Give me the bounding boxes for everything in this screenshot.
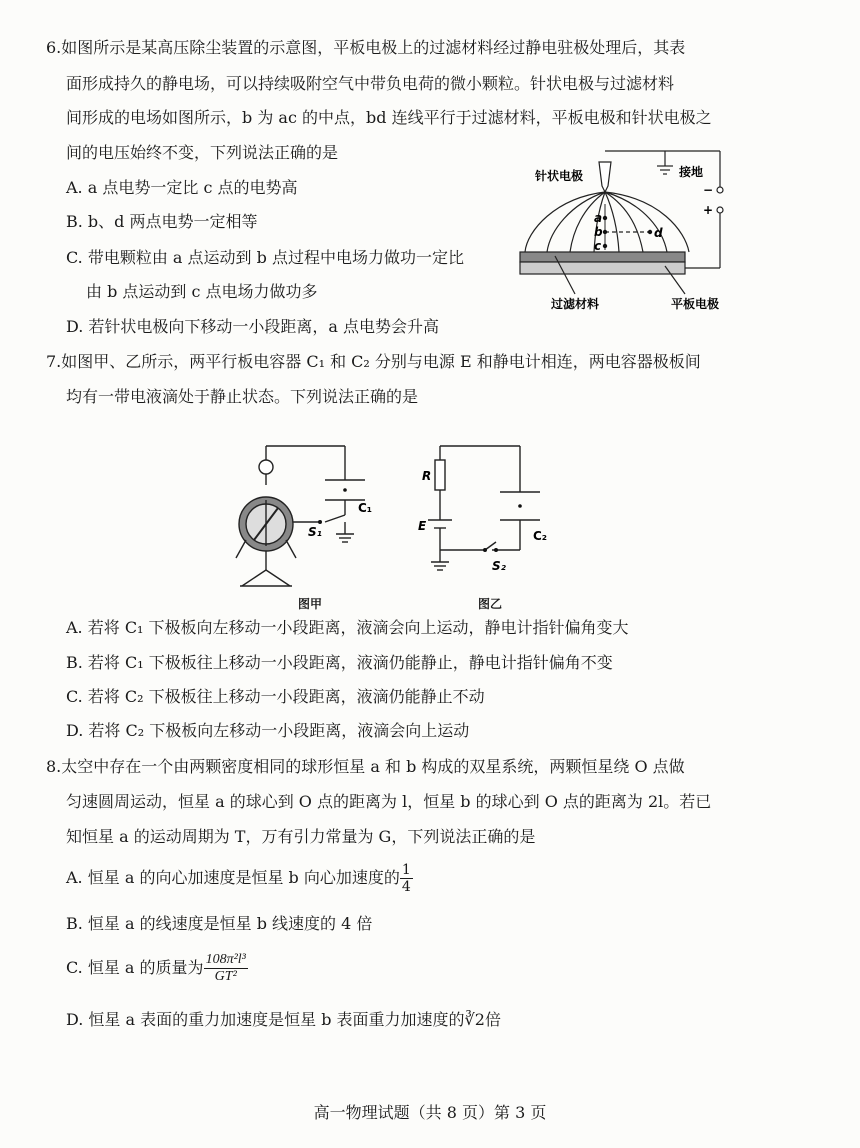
c2-label: C₂ [533, 529, 548, 543]
q6-line-4: 间的电压始终不变，下列说法正确的是 [66, 143, 339, 162]
plate-label: 平板电极 [671, 297, 720, 311]
q6-option-c-cont: 由 b 点运动到 c 点电场力做功多 [86, 282, 318, 301]
page-footer: 高一物理试题（共 8 页）第 3 页 [313, 1103, 547, 1122]
q8-option-c [66, 952, 248, 985]
q6-line-1: 6.如图所示是某高压除尘装置的示意图，平板电极上的过滤材料经过静电驻极处理后，其表 [46, 38, 686, 57]
mass-fraction [204, 952, 248, 985]
q8-line-1: 8.太空中存在一个由两颗密度相同的球形恒星 a 和 b 构成的双星系统，两颗恒星绕 O 点做 [46, 757, 685, 776]
frac-num: 108π²l³ [205, 952, 246, 967]
frac-den: GT² [214, 969, 237, 984]
ground-label: 接地 [679, 165, 704, 179]
q8-line-3: 知恒星 a 的运动周期为 T，万有引力常量为 G，下列说法正确的是 [66, 827, 536, 846]
q8-option-a [66, 862, 413, 895]
q8-line-2: 匀速圆周运动，恒星 a 的球心到 O 点的距离为 l，恒星 b 的球心到 O 点的距离为 2l。若已 [66, 792, 712, 811]
q7-option-c: C. 若将 C₂ 下极板往上移动一小段距离，液滴仍能静止不动 [66, 687, 485, 706]
q7-option-d: D. 若将 C₂ 下极板向左移动一小段距离，液滴会向上运动 [66, 721, 470, 740]
c1-label: C₁ [358, 501, 373, 515]
q6-figure [515, 146, 760, 316]
cube-root-two: ∛2 [464, 1010, 485, 1029]
filter-label: 过滤材料 [551, 297, 600, 311]
point-d: d [654, 226, 663, 240]
plus-sign: + [703, 203, 714, 217]
q8-option-c-text: C. 恒星 a 的质量为 [66, 958, 204, 977]
frac-num: 1 [401, 862, 411, 878]
s2-label: S₂ [492, 559, 506, 573]
q7-line-2: 均有一带电液滴处于静止状态。下列说法正确的是 [66, 387, 419, 406]
fig-yi-caption: 图乙 [478, 597, 503, 611]
q6-option-d: D. 若针状电极向下移动一小段距离，a 点电势会升高 [66, 317, 440, 336]
point-a: a [594, 211, 603, 225]
q8-option-b: B. 恒星 a 的线速度是恒星 b 线速度的 4 倍 [66, 914, 373, 933]
q6-option-a: A. a 点电势一定比 c 点的电势高 [66, 178, 298, 197]
q8-option-d [66, 1010, 501, 1030]
q7-figure [230, 440, 560, 615]
r-label: R [422, 469, 432, 483]
s1-label: S₁ [308, 525, 322, 539]
q8-option-d-text: D. 恒星 a 表面的重力加速度是恒星 b 表面重力加速度的 [66, 1010, 465, 1029]
fraction-one-quarter [400, 862, 413, 895]
e-label: E [418, 519, 427, 533]
q6-line-2: 面形成持久的静电场，可以持续吸附空气中带负电荷的微小颗粒。针状电极与过滤材料 [66, 74, 675, 93]
q8-option-a-text: A. 恒星 a 的向心加速度是恒星 b 向心加速度的 [66, 868, 400, 887]
fig-jia-caption: 图甲 [298, 597, 323, 611]
frac-den: 4 [401, 879, 411, 895]
q6-line-3: 间形成的电场如图所示，b 为 ac 的中点，bd 连线平行于过滤材料，平板电极和针状电极之 [66, 108, 712, 127]
q7-option-b: B. 若将 C₁ 下极板往上移动一小段距离，液滴仍能静止，静电计指针偏角不变 [66, 653, 613, 672]
q6-option-b: B. b、d 两点电势一定相等 [66, 212, 258, 231]
q7-line-1: 7.如图甲、乙所示，两平行板电容器 C₁ 和 C₂ 分别与电源 E 和静电计相连，两电容器极板间 [46, 352, 701, 371]
point-b: b [594, 225, 603, 239]
q6-option-c: C. 带电颗粒由 a 点运动到 b 点过程中电场力做功一定比 [66, 248, 464, 267]
point-c: c [594, 239, 602, 253]
q8-option-d-tail: 倍 [484, 1010, 501, 1029]
needle-label: 针状电极 [535, 169, 584, 183]
minus-sign: − [703, 183, 714, 197]
q7-option-a: A. 若将 C₁ 下极板向左移动一小段距离，液滴会向上运动，静电计指针偏角变大 [66, 618, 629, 637]
